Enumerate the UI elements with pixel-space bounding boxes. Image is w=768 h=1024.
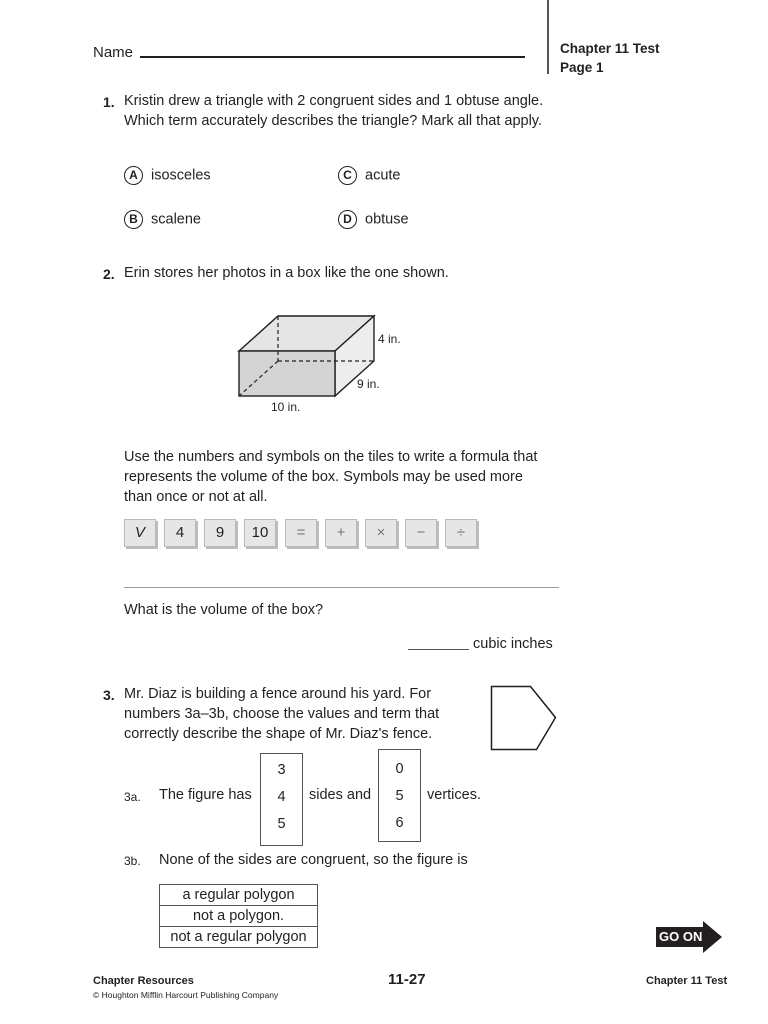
tile-times[interactable]: × [365,519,397,547]
choice-c[interactable]: C acute [338,166,400,185]
tile-equals[interactable]: = [285,519,317,547]
footer-copyright: © Houghton Mifflin Harcourt Publishing Company [93,990,279,1000]
choice-b[interactable]: B scalene [124,210,201,229]
name-field[interactable] [140,56,525,58]
vertices-option-6[interactable]: 6 [395,815,404,831]
part-3a-text3: vertices. [427,787,481,803]
term-option-regular[interactable]: a regular polygon [160,885,318,906]
box-height-label: 4 in. [378,332,401,346]
bubble-d[interactable]: D [338,210,357,229]
tiles-instructions: Use the numbers and symbols on the tiles to write a formula that represents the volume of the box. Symbols may be used more than once or not at all. [124,449,538,505]
cubic-inches-label: cubic inches [473,636,553,652]
choice-a[interactable]: A isosceles [124,166,211,185]
choice-d[interactable]: D obtuse [338,210,409,229]
vertices-option-5[interactable]: 5 [395,788,404,804]
part-3a-text1: The figure has [159,787,252,803]
term-option-not-polygon[interactable]: not a polygon. [160,906,318,927]
question-1-number: 1. [103,94,115,110]
box-depth-label: 9 in. [357,377,380,391]
header-divider [547,0,549,74]
pentagon-figure [488,684,560,754]
tile-9[interactable]: 9 [204,519,236,547]
footer-chapter-test: Chapter 11 Test [646,975,728,987]
part-3b-text: None of the sides are congruent, so the figure is [159,852,468,868]
name-label: Name [93,44,134,61]
question-3-text: Mr. Diaz is building a fence around his yard. For numbers 3a–3b, choose the values and term that correctly describe the shape of Mr. Diaz's fence. [124,686,440,742]
volume-answer-line[interactable] [408,649,469,650]
footer-page-number: 11-27 [388,971,426,988]
question-2-number: 2. [103,266,115,282]
sides-dropdown[interactable] [260,753,303,846]
sides-option-4[interactable]: 4 [277,789,286,805]
tile-4[interactable]: 4 [164,519,196,547]
tile-minus[interactable]: − [405,519,437,547]
sides-option-5[interactable]: 5 [277,816,286,832]
footer-chapter-resources: Chapter Resources [93,975,194,987]
term-option-not-regular[interactable]: not a regular polygon [160,927,318,948]
chapter-title: Chapter 11 Test [560,41,660,56]
tile-plus[interactable]: + [325,519,357,547]
sides-option-3[interactable]: 3 [277,762,286,778]
tile-10[interactable]: 10 [244,519,276,547]
bubble-a[interactable]: A [124,166,143,185]
box-figure [230,308,420,418]
polygon-term-options [159,884,318,948]
page-label: Page 1 [560,60,604,75]
tile-v[interactable]: V [124,519,156,547]
part-3a-label: 3a. [124,790,141,804]
question-1-text: Kristin drew a triangle with 2 congruent sides and 1 obtuse angle. Which term accurately describes the triangle? Mark all that apply. [124,93,544,129]
vertices-option-0[interactable]: 0 [395,761,404,777]
question-3-number: 3. [103,687,115,703]
go-on-label: GO ON [659,929,703,944]
tile-divide[interactable]: ÷ [445,519,477,547]
bubble-c[interactable]: C [338,166,357,185]
vertices-dropdown[interactable] [378,749,421,842]
bubble-b[interactable]: B [124,210,143,229]
box-front-face [239,351,335,396]
volume-question: What is the volume of the box? [124,602,324,618]
part-3b-label: 3b. [124,854,141,868]
formula-answer-line[interactable] [124,587,559,588]
part-3a-text2: sides and [309,787,372,803]
question-2-text: Erin stores her photos in a box like the one shown. [124,265,449,281]
box-length-label: 10 in. [271,400,301,414]
